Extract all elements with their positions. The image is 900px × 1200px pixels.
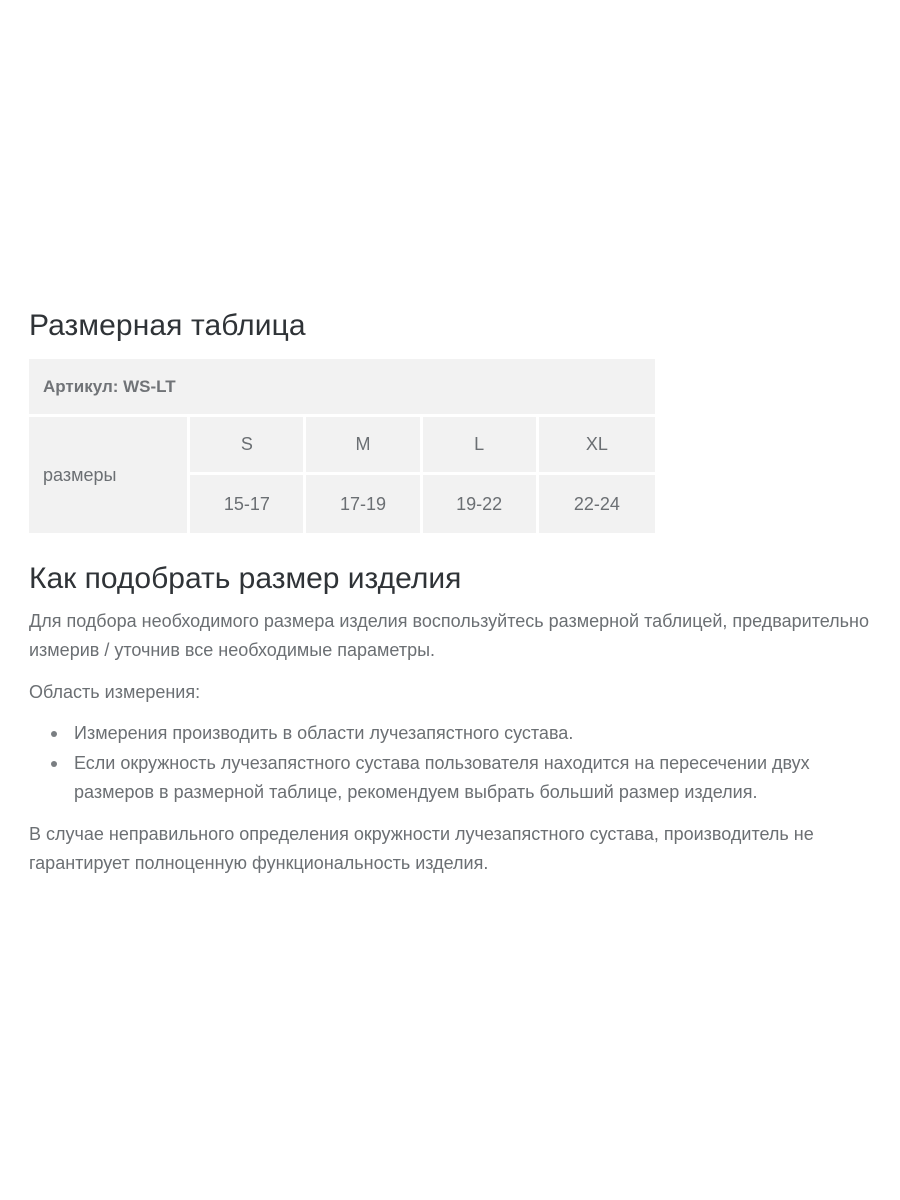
- bullet-icon: [51, 731, 57, 737]
- size-chart-title: Размерная таблица: [29, 309, 306, 342]
- list-item: [29, 719, 891, 748]
- article-label: Артикул: WS-LT: [29, 359, 655, 417]
- size-cell-s: S: [190, 417, 306, 475]
- range-cell-l: 19-22: [423, 475, 539, 533]
- size-cell-xl: XL: [539, 417, 655, 475]
- table-row-sizes: [29, 417, 655, 475]
- range-cell-xl: 22-24: [539, 475, 655, 533]
- list-item-text: Измерения производить в области лучезапястного сустава.: [74, 723, 574, 743]
- table-header-row: [29, 359, 655, 417]
- sizes-row-label: размеры: [29, 417, 190, 533]
- warning-text: В случае неправильного определения окружности лучезапястного сустава, производитель не гарантирует полноценную функциональность изделия.: [29, 824, 814, 873]
- list-item-text: Если окружность лучезапястного сустава пользователя находится на пересечении двух размеров в размерной таблице, рекомендуем выбрать больший размер изделия.: [74, 753, 810, 802]
- list-item: [29, 749, 891, 807]
- range-cell-m: 17-19: [306, 475, 422, 533]
- guide-intro-text: Для подбора необходимого размера изделия воспользуйтесь размерной таблицей, предварительно измерив / уточнив все необходимые параметры.: [29, 611, 869, 660]
- measurement-area-label: Область измерения:: [29, 682, 201, 702]
- size-guide-section: [29, 306, 891, 878]
- size-cell-l: L: [423, 417, 539, 475]
- measurement-list: [29, 719, 891, 807]
- range-cell-s: 15-17: [190, 475, 306, 533]
- size-cell-m: M: [306, 417, 422, 475]
- bullet-icon: [51, 761, 57, 767]
- size-guide-title: Как подобрать размер изделия: [29, 562, 462, 595]
- size-table: [29, 359, 655, 533]
